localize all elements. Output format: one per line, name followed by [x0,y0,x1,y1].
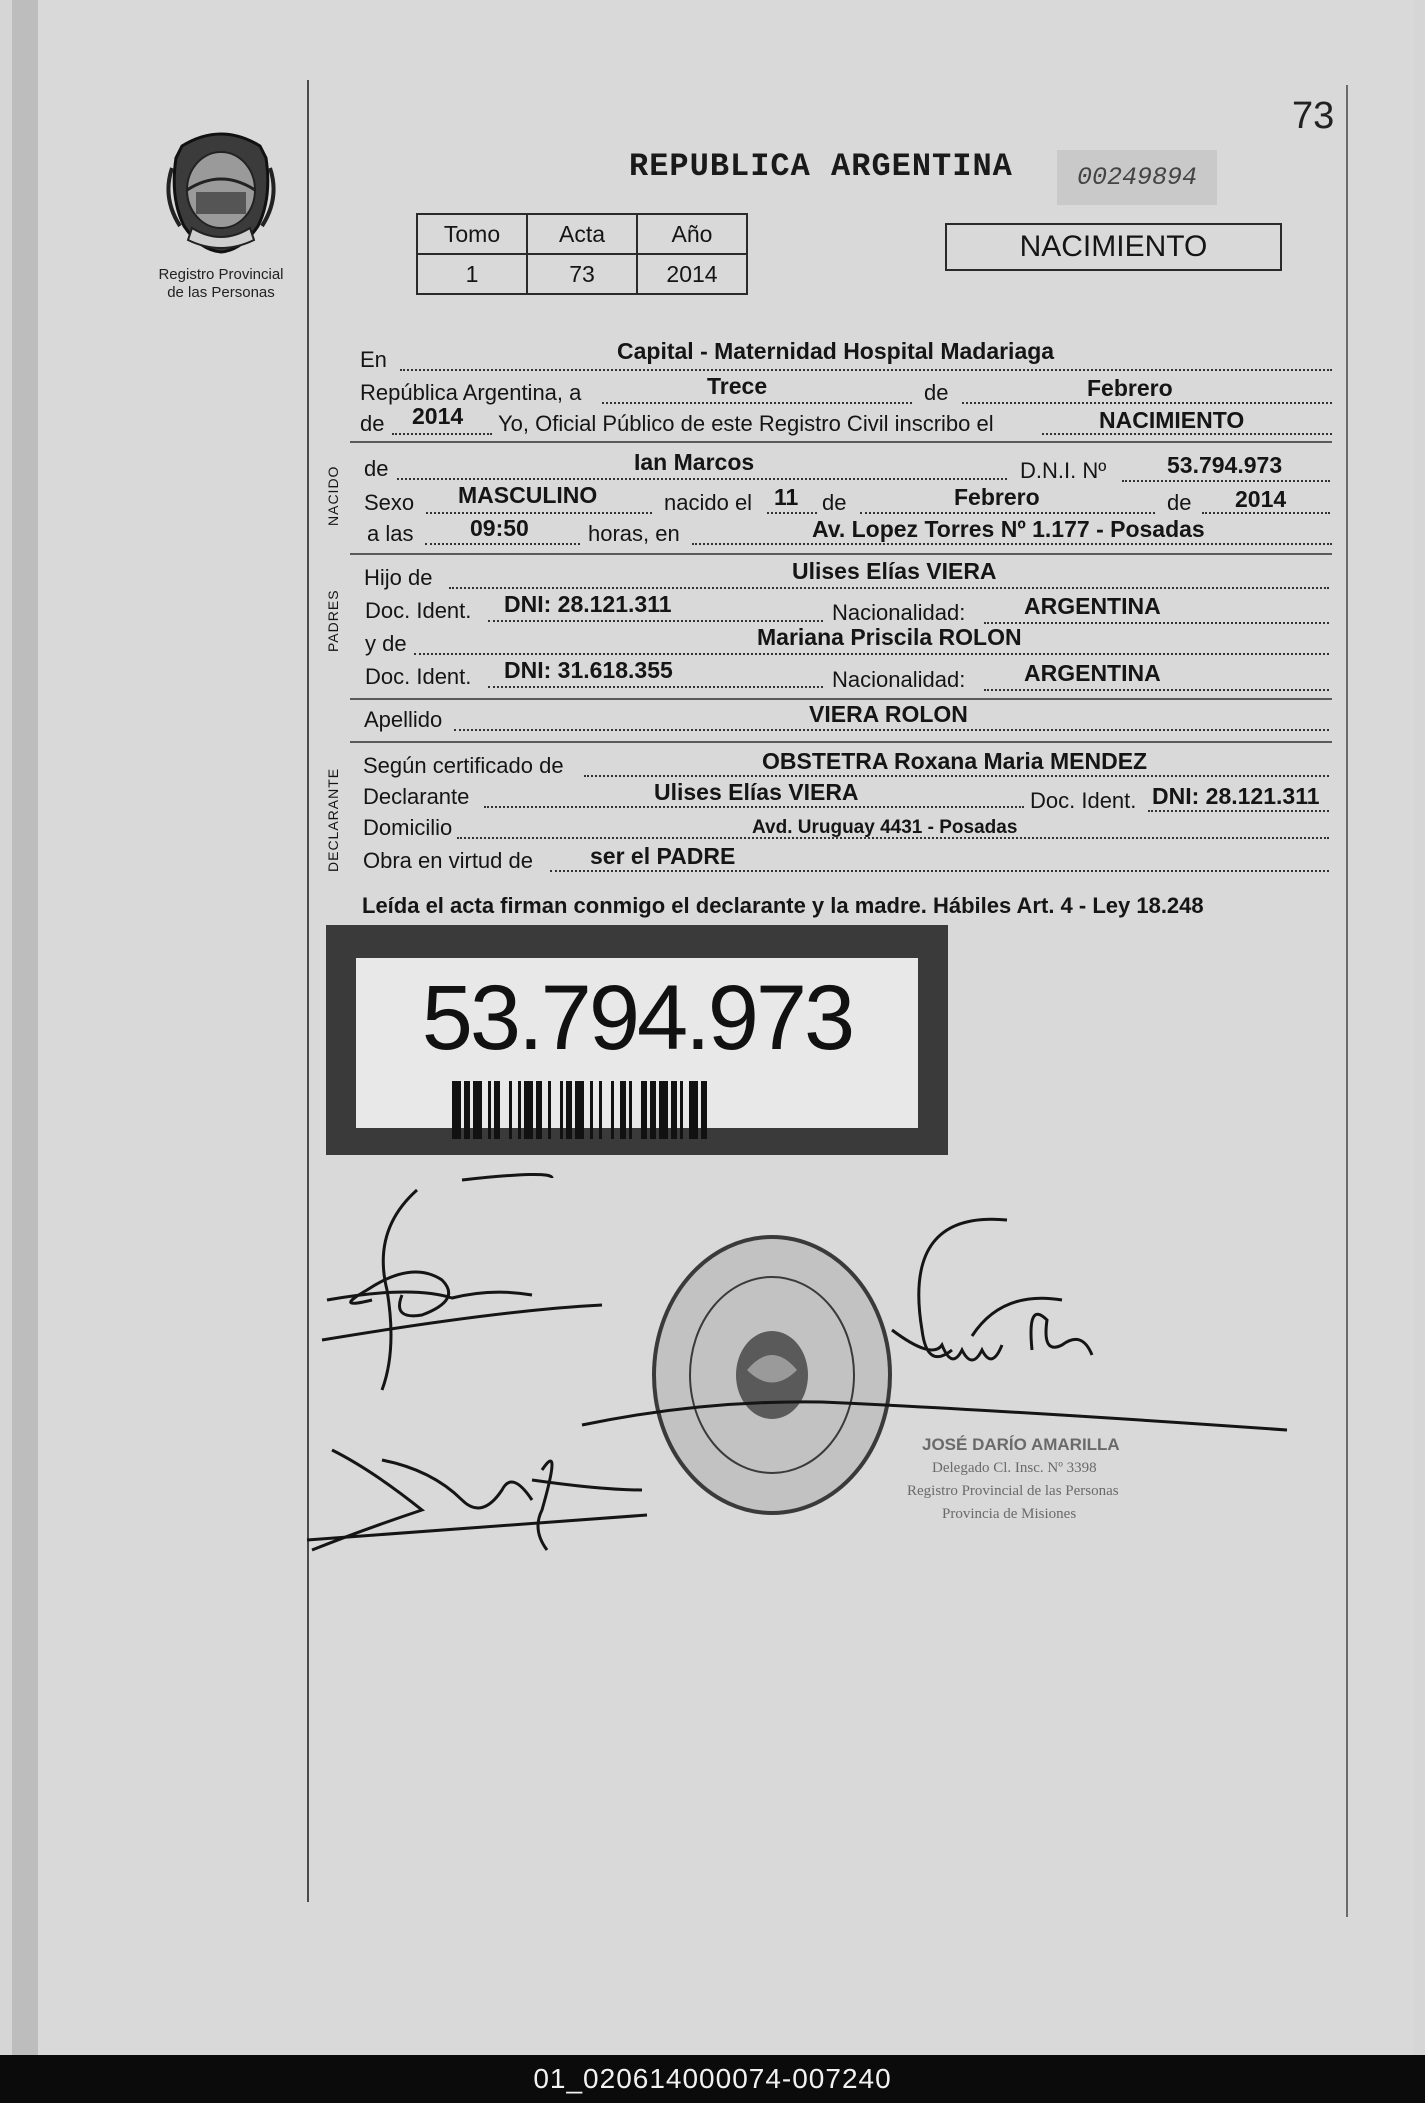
dotted-line [426,512,652,514]
barcode-bar [641,1081,647,1139]
de-label: de [360,411,385,436]
birth-day-value: 11 [774,484,799,510]
registry-label [142,266,300,302]
dotted-line [550,870,1329,872]
barcode-bar [620,1081,626,1139]
barcode-bar [536,1081,542,1139]
dotted-line [454,729,1329,731]
month-value: Febrero [1087,375,1173,401]
table-header-acta: Acta [527,214,637,254]
hijo-label: Hijo de [364,565,433,590]
nacionalidad-label: Nacionalidad: [832,600,966,625]
barcode-bar [659,1081,668,1139]
father-doc-value: DNI: 28.121.311 [504,591,672,617]
dni-big-number: 53.794.973 [421,967,853,1069]
year-value: 2014 [412,403,464,429]
barcode-bar [488,1081,491,1139]
section-separator [350,553,1332,555]
registry-label-line1: Registro Provincial [158,266,284,283]
mother-name-value: Mariana Priscila ROLON [757,624,1022,650]
barcode-bar [560,1081,563,1139]
table-header-ano: Año [637,214,747,254]
birth-time-value: 09:50 [470,515,529,541]
mother-nationality-value: ARGENTINA [1024,660,1161,686]
father-name-value: Ulises Elías VIERA [792,558,997,584]
obra-value: ser el PADRE [590,843,736,869]
document-page [12,0,1414,2055]
dni-label-inner [356,958,918,1128]
padres-section-label: PADRES [325,589,341,652]
barcode-icon [452,1081,822,1139]
declarant-name-value: Ulises Elías VIERA [654,779,859,805]
dotted-line [484,806,1024,808]
barcode-bar [671,1081,677,1139]
declarante-label: Declarante [363,784,470,809]
dni-label: D.N.I. Nº [1020,458,1107,483]
table-value-acta: 73 [527,254,637,294]
barcode-bar [524,1081,533,1139]
official-registry: Registro Provincial de las Personas [907,1483,1119,1499]
dotted-line [860,512,1155,514]
table-header-tomo: Tomo [417,214,527,254]
dotted-line [488,686,823,688]
serial-number: 00249894 [1057,150,1217,205]
record-table [416,213,748,295]
document-type-box: NACIMIENTO [945,223,1282,271]
dotted-line [767,512,817,514]
nacido-label: nacido el [664,490,753,515]
section-separator [350,698,1332,700]
dni-label-block [326,925,948,1155]
barcode-bar [464,1081,470,1139]
dotted-line [692,543,1332,545]
signature-left-bottom [307,1450,647,1550]
de-label: de [364,456,389,481]
place-value: Capital - Maternidad Hospital Madariaga [617,338,1055,364]
barcode-bar [629,1081,632,1139]
de-label: de [924,380,949,405]
en-label: En [360,347,387,372]
barcode-bar [590,1081,593,1139]
official-province: Provincia de Misiones [942,1506,1077,1522]
segun-certificado-label: Según certificado de [363,753,564,778]
dotted-line [397,478,1007,480]
barcode-bar [473,1081,482,1139]
document-title: REPUBLICA ARGENTINA [629,148,1013,185]
dotted-line [1122,480,1330,482]
scan-footer-id: 01_020614000074-007240 [0,2055,1425,2103]
birth-month-value: Febrero [954,484,1040,510]
apellido-label: Apellido [364,707,443,732]
barcode-bar [701,1081,707,1139]
mother-doc-value: DNI: 31.618.355 [504,657,673,683]
de-label: de [1167,490,1192,515]
apellido-value: VIERA ROLON [809,701,968,727]
signature-left-top [322,1174,602,1390]
table-value-ano: 2014 [637,254,747,294]
child-dni-value: 53.794.973 [1167,452,1283,478]
dotted-line [984,622,1329,624]
barcode-bar [680,1081,683,1139]
closing-statement: Leída el acta firman conmigo el declarante y la madre. Hábiles Art. 4 - Ley 18.248 [362,893,1204,918]
signatures-and-seals [302,1170,1312,1590]
nacido-section-label: NACIDO [325,465,341,526]
domicilio-label: Domicilio [363,815,453,840]
obra-label: Obra en virtud de [363,848,533,873]
barcode-bar [518,1081,521,1139]
day-words-value: Trece [707,373,768,399]
horas-label: horas, en [588,521,680,546]
barcode-bar [566,1081,572,1139]
barcode-bar [575,1081,584,1139]
dotted-line [488,620,823,622]
certifier-value: OBSTETRA Roxana Maria MENDEZ [762,748,1148,774]
y-de-label: y de [365,631,407,656]
declarant-doc-value: DNI: 28.121.311 [1152,783,1320,809]
dotted-line [392,433,492,435]
page-edge-shadow [12,0,38,2055]
dotted-line [1148,810,1329,812]
dotted-line [962,402,1332,404]
dotted-line [414,653,1329,655]
left-frame-line [307,80,309,1902]
barcode-bar [599,1081,602,1139]
birth-year-value: 2014 [1235,486,1287,512]
barcode-bar [611,1081,614,1139]
officer-text: Yo, Oficial Público de este Registro Civil inscribo el [498,411,994,436]
dotted-line [584,775,1329,777]
barcode-bar [650,1081,656,1139]
right-frame-line [1346,85,1348,1917]
a-las-label: a las [367,521,414,546]
barcode-bar [494,1081,500,1139]
dotted-line [425,543,580,545]
declarant-address-value: Avd. Uruguay 4431 - Posadas [752,817,1018,838]
sexo-label: Sexo [364,490,415,515]
nacionalidad-label: Nacionalidad: [832,667,966,692]
sexo-value: MASCULINO [458,482,598,508]
act-type-value: NACIMIENTO [1099,407,1245,433]
barcode-bar [452,1081,461,1139]
dotted-line [602,402,912,404]
child-name-value: Ian Marcos [634,449,755,475]
declarante-section-label: DECLARANTE [325,767,341,872]
official-role: Delegado Cl. Insc. Nº 3398 [932,1460,1097,1476]
barcode-bar [548,1081,551,1139]
dotted-line [400,369,1332,371]
father-nationality-value: ARGENTINA [1024,593,1161,619]
birth-address-value: Av. Lopez Torres Nº 1.177 - Posadas [812,516,1205,542]
section-separator [350,741,1332,743]
de-label: de [822,490,847,515]
round-seal-icon [654,1237,890,1513]
dotted-line [449,587,1329,589]
dotted-line [984,689,1329,691]
doc-ident-label: Doc. Ident. [365,598,472,623]
table-value-tomo: 1 [417,254,527,294]
barcode-bar [689,1081,698,1139]
province-crest-logo [162,128,280,256]
republica-label: República Argentina, a [360,380,582,405]
official-name: JOSÉ DARÍO AMARILLA [922,1435,1120,1454]
barcode-bar [509,1081,512,1139]
page-number: 73 [1292,95,1335,137]
doc-ident-label: Doc. Ident. [1030,788,1137,813]
section-separator [350,441,1332,443]
doc-ident-label: Doc. Ident. [365,664,472,689]
registry-label-line2: de las Personas [167,284,275,301]
